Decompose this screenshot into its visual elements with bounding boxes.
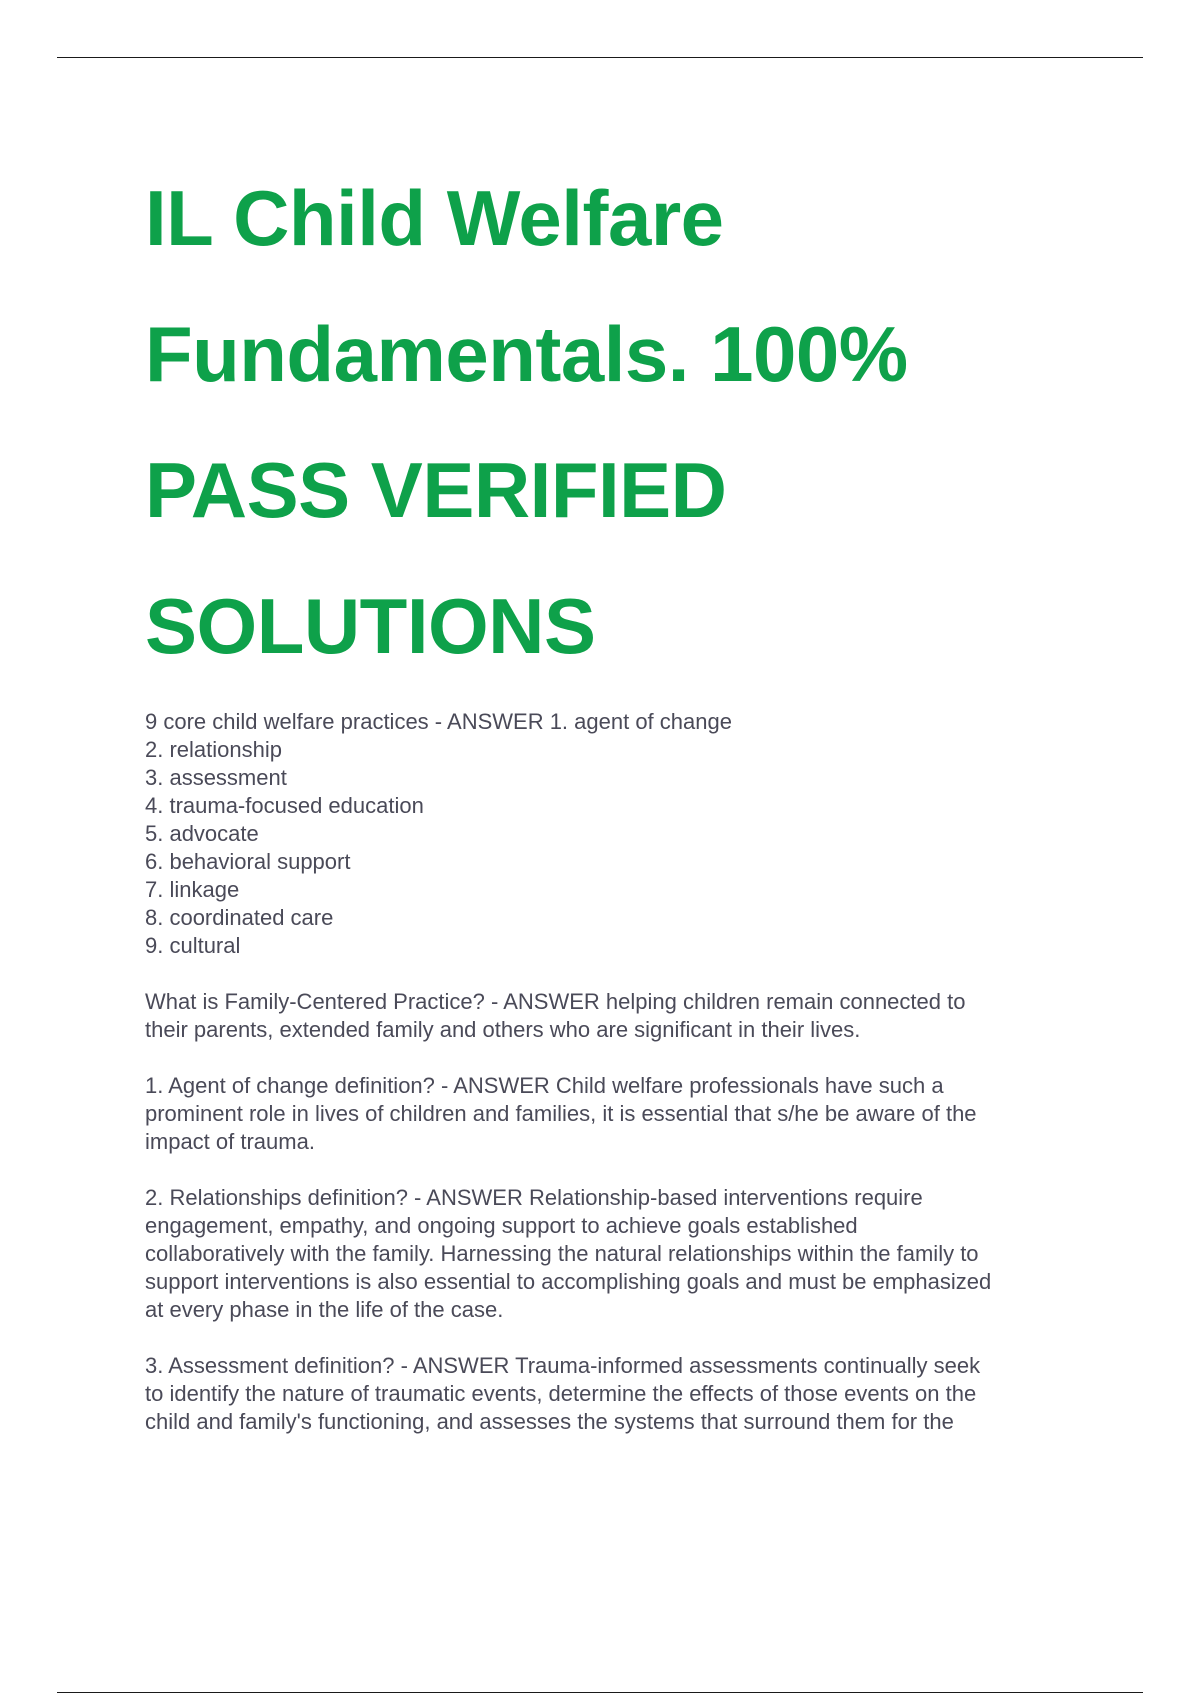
text-line: impact of trauma.: [145, 1129, 315, 1154]
text-line: 8. coordinated care: [145, 905, 334, 930]
text-line: 1. Agent of change definition? - ANSWER Child welfare professionals have such a: [145, 1073, 944, 1098]
text-line: child and family's functioning, and assesses the systems that surround them for the: [145, 1409, 954, 1434]
text-line: 6. behavioral support: [145, 849, 351, 874]
text-line: 3. Assessment definition? - ANSWER Trauma-informed assessments continually seek: [145, 1353, 981, 1378]
text-line: 3. assessment: [145, 765, 287, 790]
text-line: What is Family-Centered Practice? - ANSWER helping children remain connected to: [145, 989, 966, 1014]
qa-family-centered-practice: [145, 988, 1085, 1044]
title-line: PASS VERIFIED: [145, 446, 727, 534]
text-line: their parents, extended family and others who are significant in their lives.: [145, 1017, 861, 1042]
text-line: 7. linkage: [145, 877, 240, 902]
title-line: Fundamentals. 100%: [145, 310, 908, 398]
text-line: to identify the nature of traumatic events, determine the effects of those events on the: [145, 1381, 977, 1406]
header-rule: [57, 57, 1143, 58]
title-line: IL Child Welfare: [145, 174, 724, 262]
document-body: [145, 708, 1085, 1464]
qa-relationships: [145, 1184, 1085, 1324]
text-line: 2. relationship: [145, 737, 282, 762]
qa-agent-of-change: [145, 1072, 1085, 1156]
title-line: SOLUTIONS: [145, 582, 596, 670]
text-line: prominent role in lives of children and families, it is essential that s/he be aware of the: [145, 1101, 977, 1126]
text-line: 5. advocate: [145, 821, 259, 846]
text-line: 9 core child welfare practices - ANSWER 1. agent of change: [145, 709, 732, 734]
qa-core-practices: [145, 708, 1085, 960]
text-line: support interventions is also essential to accomplishing goals and must be emphasized: [145, 1269, 992, 1294]
document-title: [145, 150, 1105, 694]
text-line: at every phase in the life of the case.: [145, 1297, 504, 1322]
text-line: engagement, empathy, and ongoing support to achieve goals established: [145, 1213, 858, 1238]
text-line: collaboratively with the family. Harnessing the natural relationships within the family to: [145, 1241, 979, 1266]
text-line: 2. Relationships definition? - ANSWER Relationship-based interventions require: [145, 1185, 923, 1210]
qa-assessment: [145, 1352, 1085, 1436]
text-line: 4. trauma-focused education: [145, 793, 424, 818]
footer-rule: [57, 1692, 1143, 1693]
text-line: 9. cultural: [145, 933, 241, 958]
